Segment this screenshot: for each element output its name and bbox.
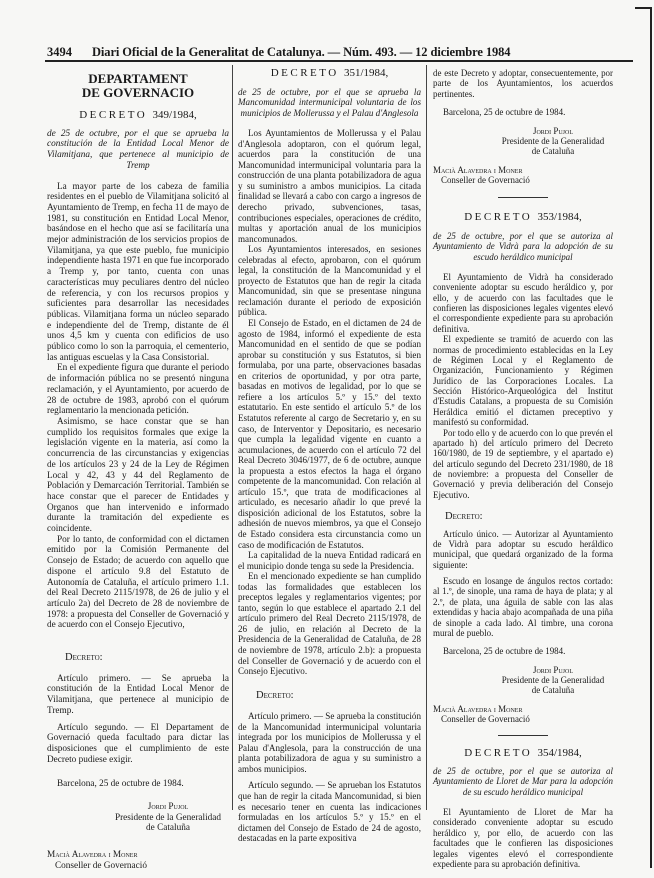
conseller-block: [47, 850, 229, 871]
paragraph: de este Decreto y adoptar, consecuentemente, por parte de los Ayuntamientos, los acuerdos pertinentes.: [433, 68, 613, 99]
column-3: [433, 68, 613, 869]
paragraph: El Consejo de Estado, en el dictamen de 24 de agosto de 1984, informó el expediente de esta Mancomunidad en el sentido de que se podían aprobar su constitución y sus Estatutos, si bien formulaba, por una parte, observaciones basadas en criterios de oportunidad, y por otra parte, basadas en motivos de legalidad, por lo que se refiere a los artículos 5.º y 15.º del texto estatutario. En este sentido el artículo 5.º de los Estatutos referente al cargo de Secretario y, en su caso, de Interventor y Depositario, es necesario que cumpla la legalidad vigente en cuanto a acumulaciones, de acuerdo con el artículo 72 del Real Decreto 3046/1977, de 6 de octubre, aunque la propuesta a estos efectos la haga el órgano competente de la mancomunidad. Con relación al artículo 15.º, que trata de modificaciones al articulado, es necesario añadir lo que prevé la disposición adicional de los Estatutos, sobre la adhesión de nuevos miembros, ya que el Consejo de Estado considera esta circunstancia como un caso de modificación de Estatutos.: [238, 318, 421, 550]
signer-title: de Cataluña: [531, 146, 575, 157]
conseller-block: [433, 704, 613, 725]
department-line: DE GOVERNACIO: [81, 85, 195, 100]
signer-title: de Cataluña: [146, 823, 190, 834]
decree-number: 353/1984,: [537, 211, 582, 224]
paragraph: Los Ayuntamientos de Mollerussa y el Palau d'Anglesola adoptaron, con el quórum legal, acuerdos para la constitución de una Mancomunidad intermunicipal voluntaria para la construcción de una planta potabilizadora de agua y su suministro a ambos municipios. La citada finalidad se llevará a cabo con cargo a ingresos de derecho privado, subvenciones, tasas, contribuciones especiales, operaciones de crédito, multas y aportación anual de los municipios mancomunados.: [238, 128, 421, 244]
decreto-label: Decreto:: [65, 652, 103, 664]
conseller-title: Conseller de Governació: [441, 175, 530, 185]
decree-subtitle: de 25 de octubre, por el que se aprueba la Mancomunidad intermunicipal voluntaria de los municipios de Mollerussa y el Palau d'Anglesola: [238, 86, 421, 118]
signer-name: Jordi Pujol: [532, 125, 573, 136]
signer-title: Presidente de la Generalidad: [501, 135, 605, 146]
paragraph: En el expediente figura que durante el periodo de información pública no se presentó ninguna reclamación, y el Ayuntamiento, por acuerdo de 28 de octubre de 1983, aprobó con el quórum reglamentario la mencionada petición.: [47, 363, 229, 417]
signer-title: de Cataluña: [531, 685, 575, 696]
decree-number: 349/1984,: [152, 109, 197, 121]
column-1: [47, 68, 229, 872]
decreto-label: Decreto:: [445, 511, 483, 523]
paragraph: La mayor parte de los cabeza de familia residentes en el pueblo de Vilamitjana solicitó al Ayuntamiento de Tremp, en fecha 11 de mayo de 1981, su constitución en Entidad Local Menor, basándose en el hecho que así se facilitaría una mejor administración de los servicios propios de Vilamitjana, ya que este pueblo, fue municipio independiente hasta 1971 en que fue incorporado a Tremp y, por tanto, cuenta con unas características muy peculiares dentro del núcleo de referencia, y con los recursos propios y suficientes para desarrollar las necesidades públicas. Vilamitjana forma un núcleo separado e independiente del de Tremp, distante de él unos 4,5 km y cuenta con edificios de uso público como lo son la parroquia, el cementerio, las antiguas escuelas y la Casa Consistorial.: [47, 181, 229, 363]
paragraph: Los Ayuntamientos interesados, en sesiones celebradas al efecto, aprobaron, con el quórum legal, la constitución de la Mancomunidad y el proyecto de Estatutos que han de regir la citada Mancomunidad, sin que se presentase ninguna reclamación durante el periodo de exposición pública.: [238, 244, 421, 318]
separator-rule: [498, 197, 548, 198]
signer-title: Presidente de la Generalidad: [114, 812, 222, 823]
signer-title: Presidente de la Generalidad: [501, 675, 605, 685]
place-date: Barcelona, 25 de octubre de 1984.: [443, 646, 566, 657]
running-title: Diari Oficial de la Generalitat de Catalunya. — Núm. 493. — 12 diciembre 1984: [92, 45, 511, 59]
conseller-title: Conseller de Governació: [441, 714, 530, 725]
conseller-name: Macià Alavedra i Moner: [47, 850, 138, 861]
decree-heading: [238, 68, 421, 79]
decree-subtitle: de 25 de octubre, por el que se aprueba la constitución de la Entidad Local Menor de Vilamitjana, que pertenece al municipio de Tremp: [47, 128, 229, 171]
signer-name: Jordi Pujol: [532, 664, 573, 675]
separator-rule: [498, 735, 548, 736]
decree-number: 354/1984,: [537, 746, 582, 759]
paragraph: En el mencionado expediente se han cumplido todas las formalidades que establecen los preceptos legales y reglamentarios vigentes; por tanto, según lo que establece el apartado 2.1 del artículo primero del Real Decreto 2115/1978, de 26 de julio, en relación al Decreto de la Presidencia de la Generalidad de Cataluña, de 28 de noviembre de 1978, artículo 2.b): a propuesta del Conseller de Governació y de acuerdo con el Consejo Ejecutivo.: [238, 571, 421, 677]
header-rule: [45, 60, 633, 62]
column-divider: [232, 65, 233, 810]
article: Artículo segundo. — El Departament de Governació queda facultado para dictar las disposiciones que el cumplimiento de este Decreto pudiese exigir.: [47, 722, 229, 765]
signature-block: [493, 126, 613, 157]
decree-number: 351/1984,: [343, 67, 389, 79]
page-number: 3494: [47, 45, 72, 59]
paragraph: Por todo ello y de acuerdo con lo que prevén el apartado h) del artículo primero del Decreto 160/1980, de 19 de septiembre, y el apartado e) del artículo segundo del Decreto 231/1980, de 18 de noviembre: a propuesta del Conseller de Governació y previa deliberación del Consejo Ejecutivo.: [433, 427, 613, 500]
paragraph: El expediente se tramitó de acuerdo con las normas de procedimiento establecidas en la Ley de Régimen Local y el Reglamento de Organización, Funcionamiento y Régimen Jurídico de las Corporaciones Locales. La Sección Histórico-Arqueológica del Institut d'Estudis Catalans, a propuesta de su Comisión Heráldica emitió el dictamen preceptivo y manifestó su conformidad.: [433, 334, 613, 428]
paragraph: El Ayuntamiento de Vidrà ha considerado conveniente adoptar su escudo heráldico y, por ello, y de acuerdo con las facultades que le confieren las disposiciones legales vigentes elevó el correspondiente expediente para su aprobación definitiva.: [433, 271, 613, 334]
column-divider: [426, 65, 427, 810]
signature-block: [493, 665, 613, 696]
page-edge-right: [650, 8, 652, 868]
conseller-block: [433, 165, 613, 186]
decree-word: DECRETO: [464, 211, 533, 224]
conseller-title: Conseller de Governació: [55, 860, 147, 871]
decree-subtitle: de 25 de octubre, por el que se autoriza al Ayuntamiento de Vidrà para la adopción de su escudo heráldico municipal: [433, 230, 613, 262]
decreto-label: Decreto:: [256, 689, 294, 701]
paragraph: Asimismo, se hace constar que se han cumplido los requisitos formales que exige la legislación vigente en la materia, así como la concurrencia de las circunstancias y exigencias de los artículos 23 y 24 de la Ley de Régimen Local y 42, 43 y 44 del Reglamento de Población y Demarcación Territorial. También se hace constar que el parecer de Entidades y Organos que han intervenido e informado durante la tramitación del expediente es coincidente.: [47, 416, 229, 535]
signature-block: [107, 802, 229, 834]
article: Artículo segundo. — Se aprueban los Estatutos que han de regir la citada Mancomunidad, si bien es necesario tener en cuenta las indicaciones formuladas en los artículos 5.º y 15.º en el dictamen del Consejo de Estado de 24 de agosto, destacadas en la parte expositiva: [238, 780, 421, 844]
department-heading: [47, 72, 229, 100]
decree-word: DECRETO: [270, 67, 339, 79]
article: Artículo primero. — Se aprueba la constitución de la Mancomunidad intermunicipal voluntaria integrada por los municipios de Mollerussa y el Palau d'Anglesola, para la construcción de una planta potabilizadora de agua y su suministro a ambos municipios.: [238, 711, 421, 774]
conseller-name: Macià Alavedra i Moner: [433, 703, 523, 714]
article: Escudo en losange de ángulos rectos cortado: al 1.º, de sinople, una rama de haya de plata; y al 2.º, de plata, una águila de sable con las alas extendidas y hacia abajo acompañada de una piña de sinople a cada lado. Al timbre, una corona mural de pueblo.: [433, 576, 613, 638]
article: Artículo primero. — Se aprueba la constitución de la Entidad Local Menor de Vilamitjana, que pertenece al municipio de Tremp.: [47, 673, 229, 716]
paragraph: La capitalidad de la nueva Entidad radicará en el municipio donde tenga su sede la Presidencia.: [238, 550, 421, 571]
decree-heading: [433, 748, 613, 758]
decree-word: DECRETO: [464, 746, 533, 759]
article: Artículo único. — Autorizar al Ayuntamiento de Vidrà para adoptar su escudo heráldico municipal, que quedará organizado de la forma siguiente:: [433, 528, 613, 570]
department-line: DEPARTAMENT: [88, 71, 188, 86]
column-2: [238, 68, 421, 844]
decree-heading: [433, 212, 613, 222]
decree-subtitle: de 25 de octubre, por el que se autoriza al Ayuntamiento de Lloret de Mar para la adopción de su escudo heráldico municipal: [433, 765, 613, 797]
conseller-name: Macià Alavedra i Moner: [433, 164, 523, 175]
paragraph: Por lo tanto, de conformidad con el dictamen emitido por la Comisión Permanente del Consejo de Estado; de acuerdo con aquello que dispone el artículo 9.8 del Estatuto de Autonomía de Cataluña, el artículo primero 1.1. del Real Decreto 2115/1978, de 26 de julio y el artículo 2a) del Decreto de 28 de noviembre de 1978: a propuesta del Conseller de Governació y de acuerdo con el Consejo Ejecutivo,: [47, 534, 229, 631]
signer-name: Jordi Pujol: [147, 802, 189, 813]
place-date: Barcelona, 25 de octubre de 1984.: [443, 107, 566, 118]
paragraph: El Ayuntamiento de Lloret de Mar ha considerado conveniente adoptar su escudo heráldico y, por ello, de acuerdo con las facultades que le confieren las disposiciones legales vigentes elevó el correspondiente expediente para su aprobación definitiva.: [433, 807, 613, 869]
decree-heading: [47, 110, 229, 121]
place-date: Barcelona, 25 de octubre de 1984.: [57, 779, 184, 790]
decree-word: DECRETO: [79, 109, 148, 121]
